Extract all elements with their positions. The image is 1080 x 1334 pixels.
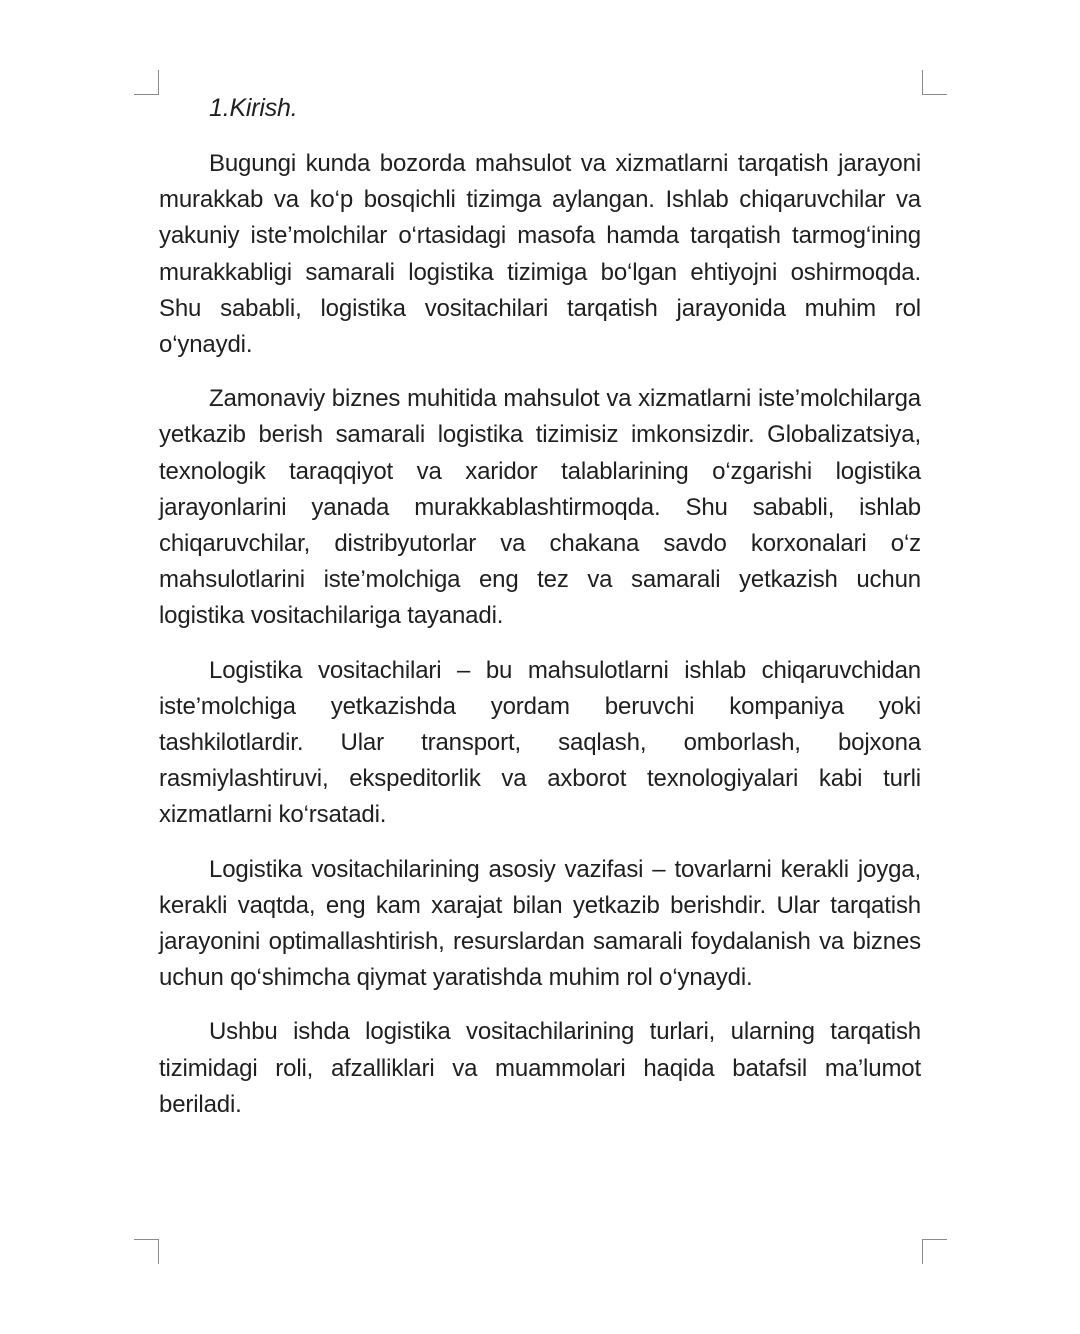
- margin-corner-top-right: [922, 70, 947, 95]
- section-heading: 1.Kirish.: [209, 94, 298, 122]
- paragraph-1: Bugungi kunda bozorda mahsulot va xizmatlarni tarqatish jarayoni murakkab va ko‘p bosqichli tizimga aylangan. Ishlab chiqaruvchilar va yakuniy iste’molchilar o‘rtasidagi masofa hamda tarqatish tarmog‘ining murakkabligi samarali logistika tizimiga bo‘lgan ehtiyojni oshirmoqda. Shu sababli, logistika vositachilari tarqatish jarayonida muhim rol o‘ynaydi.: [159, 150, 921, 359]
- paragraph-3: Logistika vositachilari – bu mahsulotlarni ishlab chiqaruvchidan iste’molchiga yetkazishda yordam beruvchi kompaniya yoki tashkilotlardir. Ular transport, saqlash, omborlash, bojxona rasmiylashtiruvi, ekspeditorlik va axborot texnologiyalari kabi turli xizmatlarni ko‘rsatadi.: [159, 656, 921, 829]
- paragraph-5: Ushbu ishda logistika vositachilarining turlari, ularning tarqatish tizimidagi roli, afzalliklari va muammolari haqida batafsil ma’lumot beriladi.: [159, 1018, 921, 1118]
- margin-corner-bottom-right: [922, 1239, 947, 1264]
- margin-corner-bottom-left: [134, 1239, 159, 1264]
- document-body: [159, 90, 921, 1141]
- margin-corner-top-left: [134, 70, 159, 95]
- paragraph-2: Zamonaviy biznes muhitida mahsulot va xizmatlarni iste’molchilarga yetkazib berish samarali logistika tizimisiz imkonsizdir. Globalizatsiya, texnologik taraqqiyot va xaridor talablarining o‘zgarishi logistika jarayonlarini yanada murakkablashtirmoqda. Shu sababli, ishlab chiqaruvchilar, distribyutorlar va chakana savdo korxonalari o‘z mahsulotlarini iste’molchiga eng tez va samarali yetkazish uchun logistika vositachilariga tayanadi.: [159, 385, 921, 630]
- paragraph-4: Logistika vositachilarining asosiy vazifasi – tovarlarni kerakli joyga, kerakli vaqtda, eng kam xarajat bilan yetkazib berishdir. Ular tarqatish jarayonini optimallashtirish, resurslardan samarali foydalanish va biznes uchun qo‘shimcha qiymat yaratishda muhim rol o‘ynaydi.: [159, 855, 921, 992]
